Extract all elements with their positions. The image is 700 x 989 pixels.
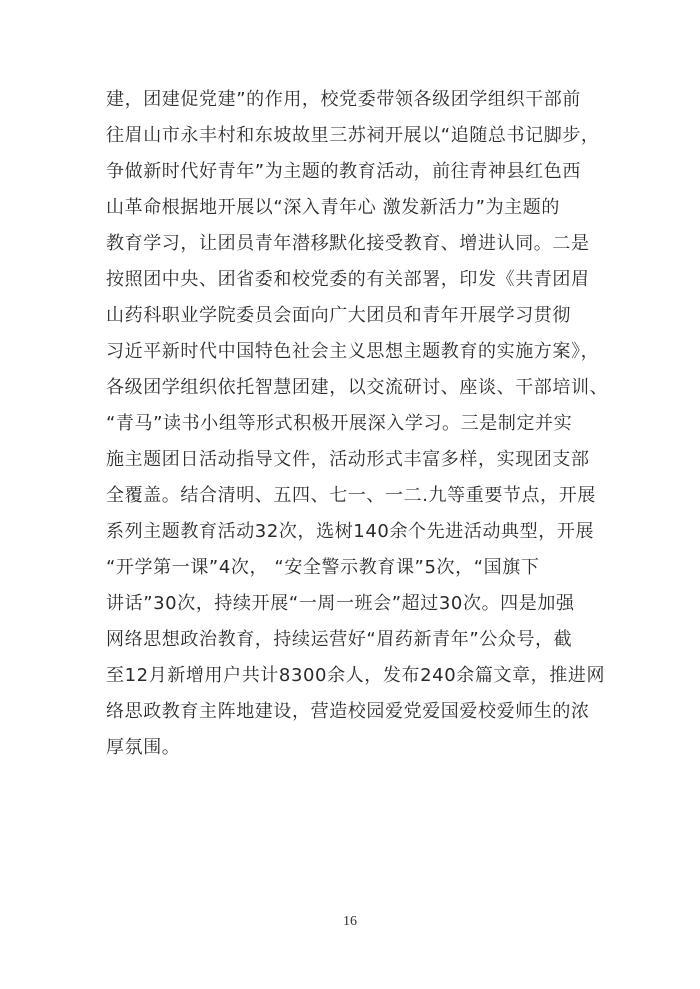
text-line: 施主题团日活动指导文件，活动形式丰富多样，实现团支部 (106, 449, 590, 470)
text-line: 争做新时代好青年”为主题的教育活动，前往青神县红色西 (106, 161, 581, 182)
text-line: 网络思想政治教育，持续运营好“眉药新青年”公众号，截 (106, 629, 573, 650)
text-line: 山革命根据地开展以“深入青年心 激发新活力”为主题的 (106, 197, 560, 218)
text-line: “开学第一课”4次， “安全警示教育课”5次，“国旗下 (106, 557, 540, 578)
text-line: 各级团学组织依托智慧团建，以交流研讨、座谈、干部培训、 (106, 377, 609, 398)
text-line: 往眉山市永丰村和东坡故里三苏祠开展以“追随总书记脚步， (106, 125, 600, 146)
text-line: 习近平新时代中国特色社会主义思想主题教育的实施方案》， (106, 341, 600, 362)
text-line: 至12月新增用户共计8300余人，发布240余篇文章，推进网 (106, 665, 606, 686)
page-number: 16 (343, 914, 357, 929)
text-line: 讲话”30次，持续开展“一周一班会”超过30次。四是加强 (106, 593, 575, 614)
text-line: 全覆盖。结合清明、五四、七一、一二.九等重要节点，开展 (106, 485, 596, 506)
text-line: “青马”读书小组等形式积极开展深入学习。三是制定并实 (106, 413, 573, 434)
text-line: 络思政教育主阵地建设，营造校园爱党爱国爱校爱师生的浓 (106, 701, 590, 722)
text-line: 厚氛围。 (106, 737, 181, 758)
text-line: 系列主题教育活动32次，选树140余个先进活动典型，开展 (106, 521, 595, 542)
text-line: 山药科职业学院委员会面向广大团员和青年开展学习贯彻 (106, 305, 571, 326)
text-line: 按照团中央、团省委和校党委的有关部署，印发《共青团眉 (106, 269, 590, 290)
text-line: 建，团建促党建”的作用，校党委带领各级团学组织干部前 (106, 89, 581, 110)
body-paragraph (106, 82, 626, 766)
text-line: 教育学习，让团员青年潜移默化接受教育、增进认同。二是 (106, 233, 590, 254)
